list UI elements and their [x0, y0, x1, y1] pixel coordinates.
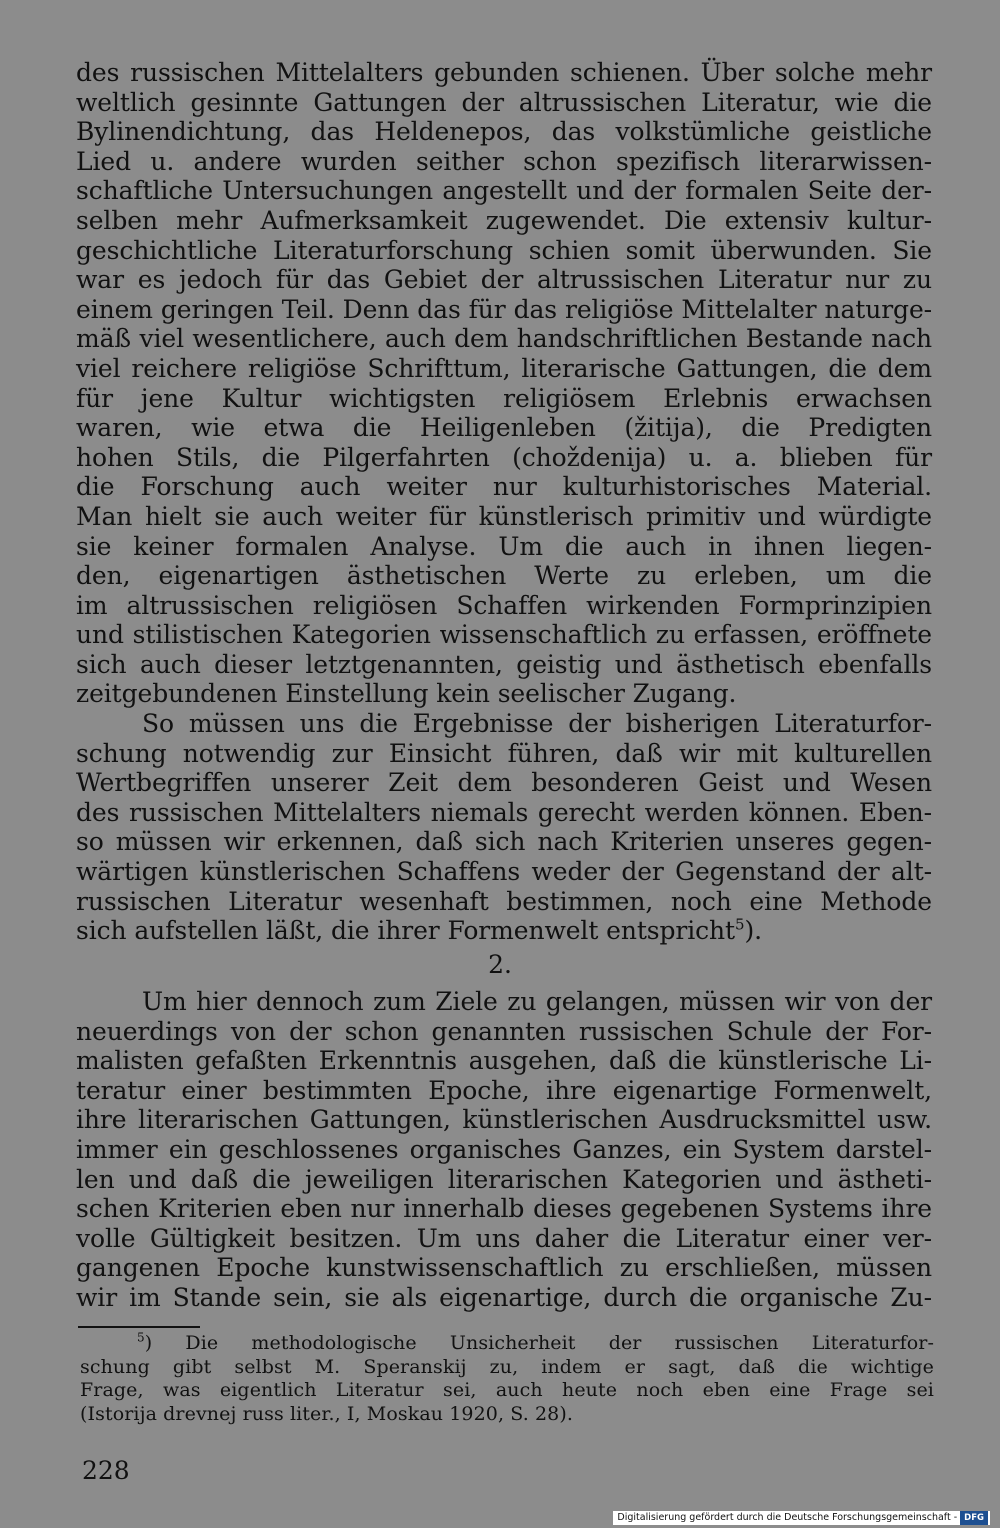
text-line: im altrussischen religiösen Schaffen wirkenden Formprinzipien [76, 590, 932, 620]
text-line: sie keiner formalen Analyse. Um die auch in ihnen liegen- [76, 531, 932, 561]
text-line-body: sich aufstellen läßt, die ihrer Formenwelt entspricht [76, 916, 735, 946]
footnote-line [80, 1332, 934, 1356]
text-line-end: ). [744, 916, 762, 946]
footnote-line-text: ) Die methodologische Unsicherheit der russischen Literaturfor- [144, 1332, 934, 1354]
dfg-logo-icon[interactable]: DFG [960, 1511, 988, 1525]
text-line: selben mehr Aufmerksamkeit zugewendet. Die extensiv kultur- [76, 205, 932, 235]
text-line: wärtigen künstlerischen Schaffens weder der Gegenstand der alt- [76, 857, 932, 887]
main-text-block [76, 58, 932, 946]
text-line: zeitgebundenen Einstellung kein seelischer Zugang. [76, 679, 737, 709]
text-line: len und daß die jeweiligen literarischen Kategorien und ästheti- [76, 1164, 932, 1194]
text-line: viel reichere religiöse Schrifttum, literarische Gattungen, die dem [76, 353, 932, 383]
text-line: Wertbegriffen unserer Zeit dem besonderen Geist und Wesen [76, 768, 932, 798]
text-line: volle Gültigkeit besitzen. Um uns daher die Literatur einer ver- [76, 1223, 932, 1253]
credit-text: Digitalisierung gefördert durch die Deutsche Forschungsgemeinschaft - [617, 1512, 958, 1523]
text-line: die Forschung auch weiter nur kulturhistorisches Material. [76, 472, 932, 502]
text-line: russischen Literatur wesenhaft bestimmen, noch eine Methode [76, 886, 932, 916]
text-line: So müssen uns die Ergebnisse der bisherigen Literaturfor- [142, 709, 932, 739]
text-line [76, 916, 932, 946]
text-line: einem geringen Teil. Denn das für das religiöse Mittelalter naturge- [76, 294, 932, 324]
text-line: neuerdings von der schon genannten russischen Schule der For- [76, 1016, 932, 1046]
text-line: den, eigenartigen ästhetischen Werte zu erleben, um die [76, 561, 932, 591]
footnote-divider [78, 1326, 200, 1328]
text-line: malisten gefaßten Erkenntnis ausgehen, daß die künstlerische Li- [76, 1046, 932, 1076]
text-line: gangenen Epoche kunstwissenschaftlich zu erschließen, müssen [76, 1253, 932, 1283]
footnote-block [80, 1332, 934, 1426]
text-line: schaftliche Untersuchungen angestellt und der formalen Seite der- [76, 176, 932, 206]
footnote-reference[interactable]: 5 [735, 915, 745, 934]
text-line: sich auch dieser letztgenannten, geistig und ästhetisch ebenfalls [76, 649, 932, 679]
text-line: für jene Kultur wichtigsten religiösem Erlebnis erwachsen [76, 383, 932, 413]
footnote-marker: 5 [137, 1330, 145, 1345]
text-line: des russischen Mittelalters gebunden schienen. Über solche mehr [76, 58, 932, 87]
text-line: geschichtliche Literaturforschung schien somit überwunden. Sie [76, 235, 932, 265]
text-line: so müssen wir erkennen, daß sich nach Kriterien unseres gegen- [76, 827, 932, 857]
text-line: mäß viel wesentlichere, auch dem handschriftlichen Bestande nach [76, 324, 932, 354]
text-line: immer ein geschlossenes organisches Ganzes, ein System darstel- [76, 1134, 932, 1164]
text-line: wir im Stande sein, sie als eigenartige, durch die organische Zu- [76, 1282, 932, 1312]
text-line: Um hier dennoch zum Ziele zu gelangen, müssen wir von der [142, 987, 932, 1016]
section-number: 2. [488, 950, 512, 979]
footnote-line: (Istorija drevnej russ liter., I, Moskau 1920, S. 28). [80, 1402, 574, 1425]
text-line: Bylinendichtung, das Heldenepos, das volkstümliche geistliche [76, 117, 932, 147]
footnote-line: schung gibt selbst M. Speranskij zu, indem er sagt, daß die wichtige [80, 1355, 934, 1378]
text-line: teratur einer bestimmten Epoche, ihre eigenartige Formenwelt, [76, 1075, 932, 1105]
page-number: 228 [82, 1456, 130, 1485]
text-line: und stilistischen Kategorien wissenschaftlich zu erfassen, eröffnete [76, 620, 932, 650]
footnote-line: Frage, was eigentlich Literatur sei, auch heute noch eben eine Frage sei [80, 1379, 934, 1402]
text-line: waren, wie etwa die Heiligenleben (žitija), die Predigten [76, 413, 932, 443]
text-line: Lied u. andere wurden seither schon spezifisch literarwissen- [76, 146, 932, 176]
main-text-block-continued [76, 987, 932, 1313]
text-line: ihre literarischen Gattungen, künstlerischen Ausdrucksmittel usw. [76, 1105, 932, 1135]
text-line: schung notwendig zur Einsicht führen, daß wir mit kulturellen [76, 738, 932, 768]
text-line: schen Kriterien eben nur innerhalb dieses gegebenen Systems ihre [76, 1194, 932, 1224]
text-line: hohen Stils, die Pilgerfahrten (choždenija) u. a. blieben für [76, 442, 932, 472]
digitization-credit [613, 1511, 990, 1525]
text-line: des russischen Mittelalters niemals gerecht werden können. Eben- [76, 797, 932, 827]
text-line: war es jedoch für das Gebiet der altrussischen Literatur nur zu [76, 265, 932, 295]
text-line: weltlich gesinnte Gattungen der altrussischen Literatur, wie die [76, 87, 932, 117]
text-line: Man hielt sie auch weiter für künstlerisch primitiv und würdigte [76, 501, 932, 531]
